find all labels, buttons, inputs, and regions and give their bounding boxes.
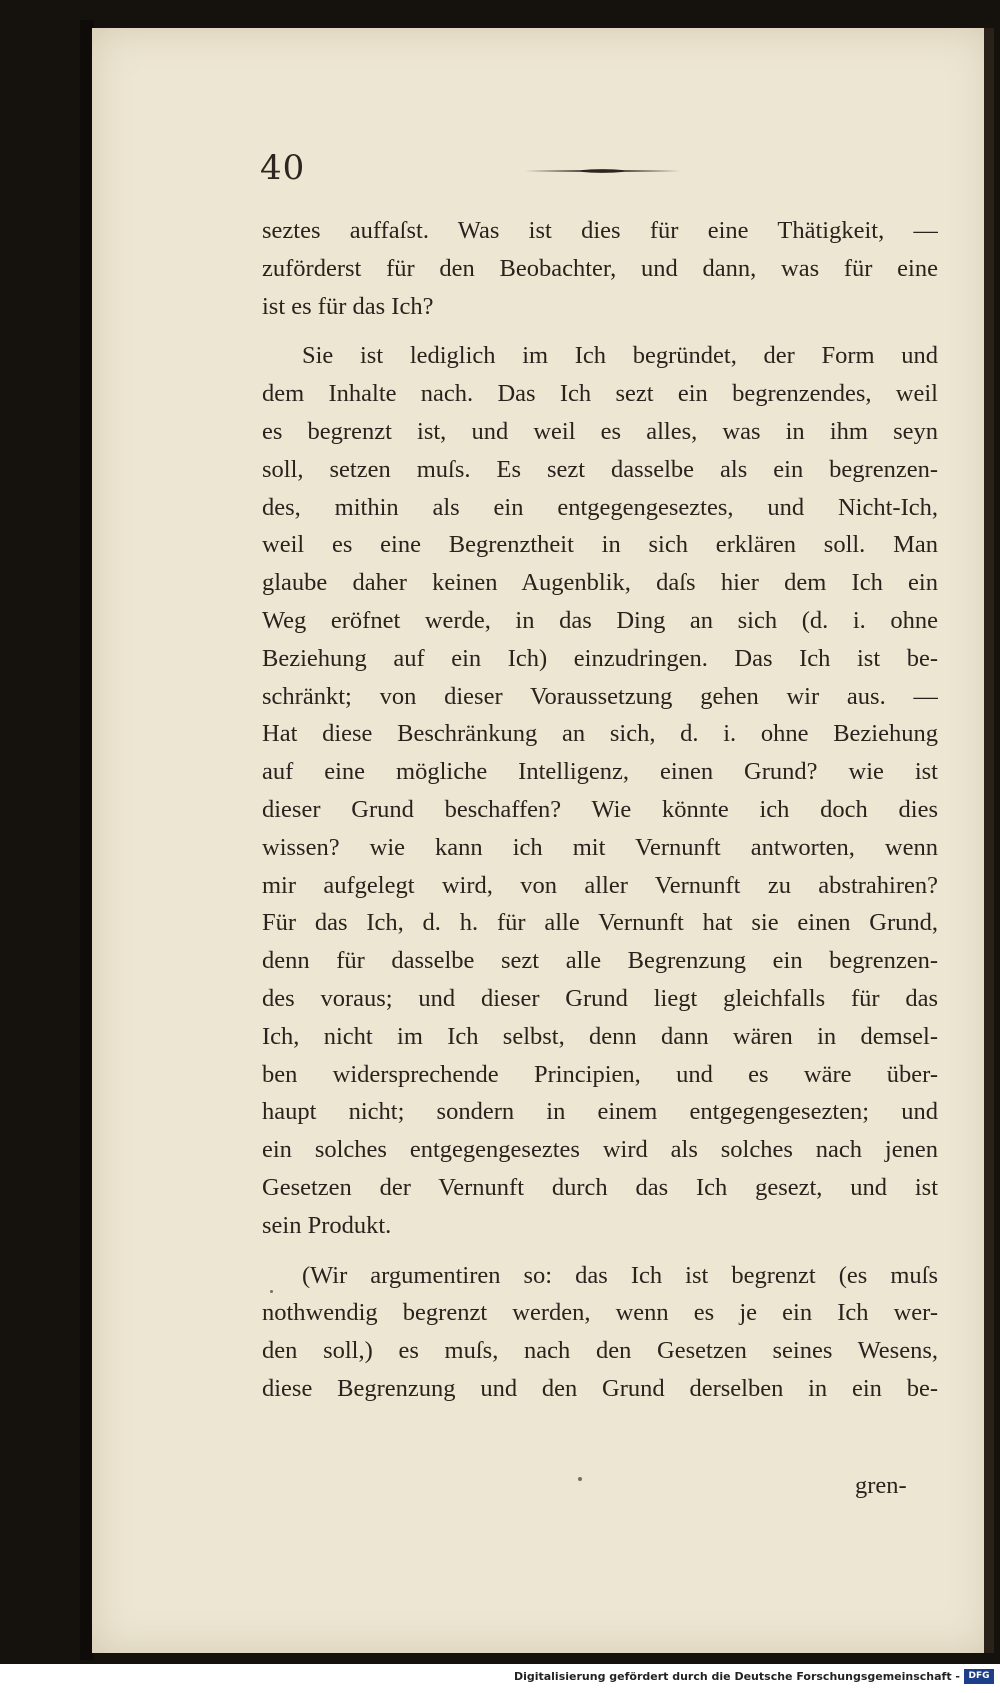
text-line: ist es für das Ich? [262, 292, 434, 320]
page-number: 40 [260, 148, 306, 188]
paper-speck [578, 1477, 582, 1481]
dfg-logo: DFG [964, 1669, 994, 1684]
text-line: Weg eröfnet werde, in das Ding an sich (d. i. ohne [262, 606, 938, 634]
text-line: sein Produkt. [262, 1211, 392, 1239]
text-line: es begrenzt ist, und weil es alles, was in ihm seyn [262, 417, 938, 445]
text-line: dieser Grund beschaffen? Wie könnte ich doch dies [262, 795, 938, 823]
footer-credit: Digitalisierung gefördert durch die Deutsche Forschungsgemeinschaft - [513, 1670, 960, 1683]
paragraph [262, 212, 938, 325]
text-line: ben widersprechende Principien, und es wäre über- [262, 1060, 938, 1088]
paragraph-gap [262, 325, 938, 337]
text-line: weil es eine Begrenztheit in sich erklären soll. Man [262, 531, 938, 559]
paper-speck [270, 1290, 273, 1293]
text-line: denn für dasselbe sezt alle Begrenzung ein begrenzen- [262, 947, 938, 975]
text-line: Gesetzen der Vernunft durch das Ich gesezt, und ist [262, 1173, 938, 1201]
paragraph [262, 337, 938, 1244]
page-right-edge [984, 28, 994, 1653]
text-line: haupt nicht; sondern in einem entgegengesezten; und [262, 1098, 938, 1126]
paragraph-gap [262, 1245, 938, 1257]
text-line: Für das Ich, d. h. für alle Vernunft hat sie einen Grund, [262, 909, 938, 937]
text-line: dem Inhalte nach. Das Ich sezt ein begrenzendes, weil [262, 380, 938, 408]
text-line: schränkt; von dieser Voraussetzung gehen wir aus. — [262, 682, 938, 710]
digitization-footer [0, 1664, 1000, 1693]
text-line: Beziehung auf ein Ich) einzudringen. Das Ich ist be- [262, 644, 938, 672]
text-line: Hat diese Beschränkung an sich, d. i. ohne Beziehung [262, 720, 938, 748]
text-line: den soll,) es muſs, nach den Gesetzen seines Wesens, [262, 1337, 938, 1365]
page-header [260, 148, 940, 188]
header-ornament-rule [525, 168, 680, 174]
catchword: gren- [855, 1472, 907, 1499]
text-line: mir aufgelegt wird, von aller Vernunft zu abstrahiren? [262, 871, 938, 899]
paragraph [262, 1257, 938, 1408]
body-text [262, 212, 938, 1408]
text-line: soll, setzen muſs. Es sezt dasselbe als ein begrenzen- [262, 455, 938, 483]
text-line: glaube daher keinen Augenblik, daſs hier dem Ich ein [262, 569, 938, 597]
text-line: zuförderst für den Beobachter, und dann, was für eine [262, 254, 938, 282]
text-line: Sie ist lediglich im Ich begründet, der Form und [302, 342, 938, 370]
text-line: (Wir argumentiren so: das Ich ist begrenzt (es muſs [302, 1261, 938, 1289]
text-line: ein solches entgegengeseztes wird als solches nach jenen [262, 1136, 938, 1164]
text-line: auf eine mögliche Intelligenz, einen Grund? wie ist [262, 758, 938, 786]
text-line: nothwendig begrenzt werden, wenn es je ein Ich wer- [262, 1299, 938, 1327]
text-line: des, mithin als ein entgegengeseztes, und Nicht-Ich, [262, 493, 938, 521]
text-line: wissen? wie kann ich mit Vernunft antworten, wenn [262, 833, 938, 861]
text-line: diese Begrenzung und den Grund derselben in ein be- [262, 1374, 938, 1402]
text-line: Ich, nicht im Ich selbst, denn dann wären in demsel- [262, 1022, 938, 1050]
text-line: des voraus; und dieser Grund liegt gleichfalls für das [262, 984, 938, 1012]
text-line: seztes auffaſst. Was ist dies für eine Thätigkeit, — [262, 217, 938, 244]
